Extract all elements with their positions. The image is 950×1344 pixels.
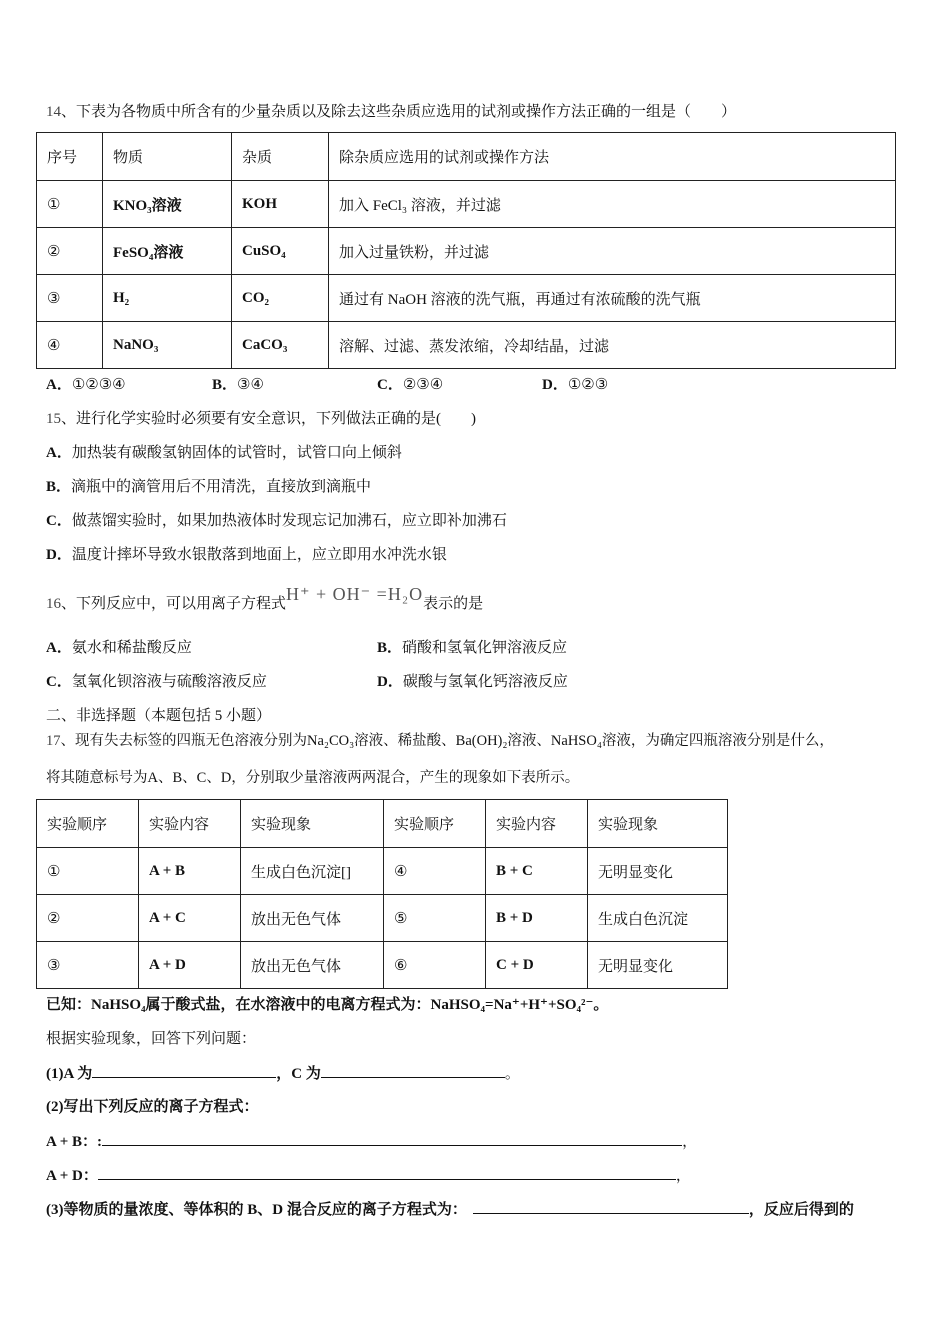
order-cell: ⑥ [384,942,486,989]
q17-part3 [46,1199,854,1220]
header-cell: 实验顺序 [384,800,486,848]
option-label: D． [46,547,72,563]
q17-part2-ab [46,1131,697,1152]
table-row [37,942,728,989]
q16-option-c[interactable] [46,672,267,692]
impurity-cell: KOH [232,181,329,228]
row-number: ③ [37,275,103,322]
option-text: 氨水和稀盐酸反应 [71,640,192,656]
order-cell: ⑤ [384,895,486,942]
q15-stem [46,409,476,429]
comma: ， [675,1168,691,1184]
option-label: D． [377,674,403,690]
option-text: 氢氧化钡溶液与硫酸溶液反应 [71,674,267,690]
method-cell: 加入过量铁粉，并过滤 [329,228,896,275]
table-row [37,181,896,228]
ionic-equation: H⁺ + OH⁻ =H₂O [286,584,424,604]
q15-option-b[interactable] [46,477,371,497]
q17-intro: 根据实验现象，回答下列问题： [46,1031,257,1047]
impurity-cell: CaCO₃ [232,322,329,369]
row-number: ② [37,228,103,275]
method-cell: 溶解、过滤、蒸发浓缩，冷却结晶，过滤 [329,322,896,369]
method-cell: 通过有 NaOH 溶液的洗气瓶，再通过有浓硫酸的洗气瓶 [329,275,896,322]
q15-number: 15 [46,411,61,427]
q15-option-a[interactable] [46,443,402,463]
option-text: 硝酸和氢氧化钾溶液反应 [402,640,568,656]
q17-part2: (2)写出下列反应的离子方程式： [46,1099,259,1115]
option-label: B． [46,479,72,495]
q17-part2-ad [46,1165,691,1186]
content-cell: B + C [486,848,588,895]
period: 。 [504,1066,520,1082]
option-label: B． [212,377,238,393]
option-label: B． [377,640,403,656]
q17-known-info: 已知：NaHSO₄属于酸式盐，在水溶液中的电离方程式为：NaHSO₄=Na⁺+H⁺+SO₄²⁻。 [46,997,609,1013]
method-cell: 加入 FeCl₃ 溶液，并过滤 [329,181,896,228]
substance-cell: FeSO₄溶液 [103,228,232,275]
phenomenon-cell: 无明显变化 [588,942,728,989]
table-row [37,228,896,275]
row-number: ① [37,181,103,228]
q15-option-d[interactable] [46,545,447,565]
q16-option-a[interactable] [46,638,192,658]
table-row [37,275,896,322]
q16-stem-after: 表示的是 [423,596,484,612]
option-text: 做蒸馏实验时，如果加热液体时发现忘记加沸石，应立即补加沸石 [71,513,507,529]
q16-stem-before: 、下列反应中，可以用离子方程式 [61,596,287,612]
q14-option-c[interactable] [377,375,443,395]
option-label: C． [377,377,403,393]
q16-options-row2 [46,672,746,692]
part3-end: ，反应后得到的 [748,1202,854,1218]
option-label: A． [46,445,72,461]
q15-option-c[interactable] [46,511,507,531]
part1-a-label: (1)A 为 [46,1066,93,1082]
q16-number: 16 [46,596,61,612]
section-heading: 二、非选择题（本题包括 5 小题） [46,708,272,724]
impurity-cell: CO₂ [232,275,329,322]
q17-stem-line2: 将其随意标号为A、B、C、D，分别取少量溶液两两混合，产生的现象如下表所示。 [46,770,580,786]
content-cell: B + D [486,895,588,942]
order-cell: ③ [37,942,139,989]
option-text: 加热装有碳酸氢钠固体的试管时，试管口向上倾斜 [71,445,402,461]
option-label: A． [46,377,72,393]
ab-label: A + B：: [46,1134,103,1150]
q14-table [36,132,896,369]
order-cell: ④ [384,848,486,895]
part1-c-label: ，C 为 [276,1066,321,1082]
table-row [37,322,896,369]
option-text: 温度计摔坏导致水银散落到地面上，应立即用水冲洗水银 [71,547,447,563]
order-cell: ① [37,848,139,895]
q17-number: 17 [46,733,61,749]
option-text: ③④ [237,377,264,393]
q14-option-d[interactable] [542,375,608,395]
answer-blank-ab[interactable] [102,1131,682,1146]
header-cell: 实验内容 [486,800,588,848]
answer-blank-c[interactable] [321,1063,505,1078]
q17-stem-line1 [46,731,834,751]
option-text: ②③④ [402,377,444,393]
table-row [37,848,728,895]
content-cell: C + D [486,942,588,989]
q14-stem [46,102,736,122]
q14-number: 14 [46,104,61,120]
header-cell: 实验现象 [588,800,728,848]
q16-options-row1 [46,638,746,658]
q14-options [46,375,746,395]
substance-cell: NaNO₃ [103,322,232,369]
q16-stem [46,584,484,614]
answer-blank-ad[interactable] [98,1165,676,1180]
q14-option-a[interactable] [46,375,126,395]
comma: ， [682,1134,698,1150]
content-cell: A + C [139,895,241,942]
option-text: ①②③ [567,377,609,393]
header-cell: 序号 [37,133,103,181]
option-label: A． [46,640,72,656]
phenomenon-cell: 生成白色沉淀[] [241,848,384,895]
phenomenon-cell: 生成白色沉淀 [588,895,728,942]
option-text: 滴瓶中的滴管用后不用清洗，直接放到滴瓶中 [71,479,372,495]
q14-stem-text: 、下表为各物质中所含有的少量杂质以及除去这些杂质应选用的试剂或操作方法正确的一组是（ ） [61,104,737,120]
content-cell: A + D [139,942,241,989]
q17-table [36,799,728,989]
part3-text: (3)等物质的量浓度、等体积的 B、D 混合反应的离子方程式为： [46,1202,467,1218]
phenomenon-cell: 放出无色气体 [241,942,384,989]
answer-blank-a[interactable] [92,1063,276,1078]
option-text: ①②③④ [71,377,126,393]
q15-stem-text: 、进行化学实验时必须要有安全意识，下列做法正确的是( ) [61,411,476,427]
ad-label: A + D： [46,1168,98,1184]
q16-option-d[interactable] [377,672,568,692]
option-label: C． [46,674,72,690]
header-cell: 杂质 [232,133,329,181]
table-row [37,895,728,942]
phenomenon-cell: 无明显变化 [588,848,728,895]
header-cell: 实验现象 [241,800,384,848]
phenomenon-cell: 放出无色气体 [241,895,384,942]
option-text: 碳酸与氢氧化钙溶液反应 [402,674,568,690]
table-header-row [37,133,896,181]
substance-cell: H₂ [103,275,232,322]
option-label: D． [542,377,568,393]
header-cell: 实验内容 [139,800,241,848]
q16-option-b[interactable] [377,638,567,658]
content-cell: A + B [139,848,241,895]
q17-part1 [46,1063,520,1084]
option-label: C． [46,513,72,529]
order-cell: ② [37,895,139,942]
header-cell: 实验顺序 [37,800,139,848]
header-cell: 物质 [103,133,232,181]
substance-cell: KNO₃溶液 [103,181,232,228]
header-cell: 除杂质应选用的试剂或操作方法 [329,133,896,181]
answer-blank-bd[interactable] [473,1199,749,1214]
impurity-cell: CuSO₄ [232,228,329,275]
table-header-row [37,800,728,848]
row-number: ④ [37,322,103,369]
q17-stem-text: 、现有失去标签的四瓶无色溶液分别为Na₂CO₃溶液、稀盐酸、Ba(OH)₂溶液、NaHSO₄溶液，为确定四瓶溶液分别是什么， [60,733,834,749]
q14-option-b[interactable] [212,375,264,395]
